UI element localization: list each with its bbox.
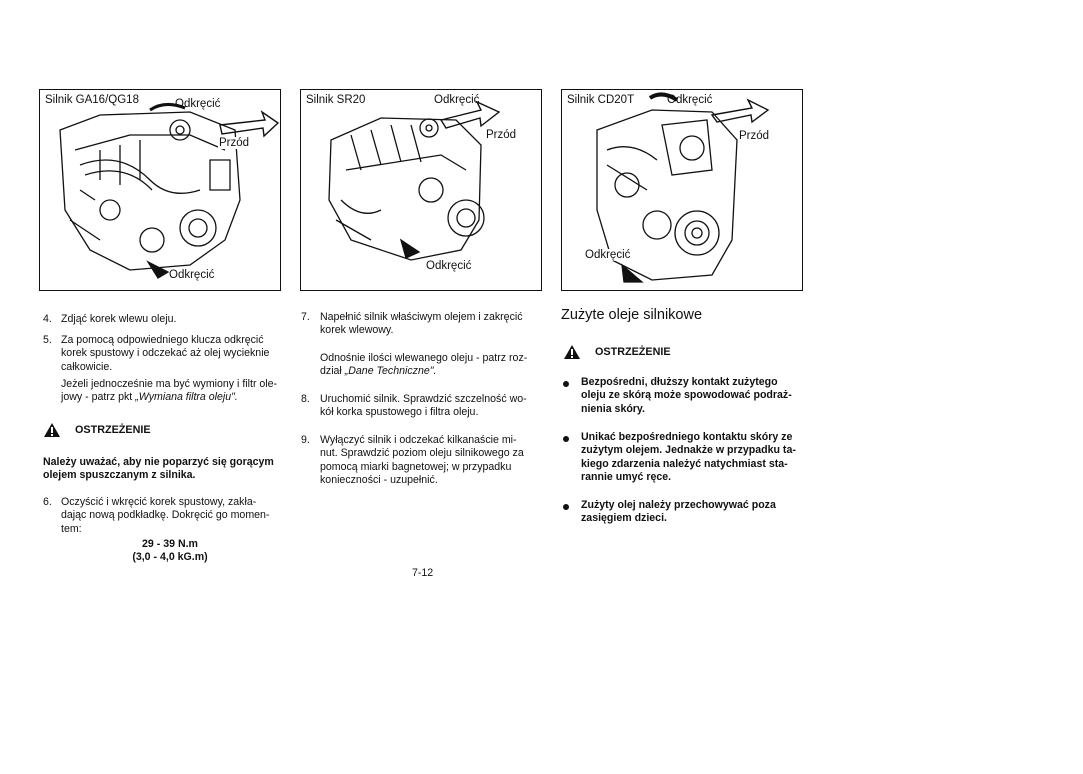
engine-label: Silnik SR20 bbox=[306, 94, 366, 106]
line: dając nową podkładkę. Dokręcić go momen- bbox=[61, 509, 270, 522]
warning-label: OSTRZEŻENIE bbox=[595, 346, 671, 358]
step-9-number: 9. bbox=[301, 434, 310, 446]
front-label: Przód bbox=[486, 129, 517, 141]
line: całkowicie. bbox=[61, 360, 113, 373]
step-7-text bbox=[320, 311, 523, 338]
torque-nm: 29 - 39 N.m bbox=[142, 538, 198, 550]
unscrew-bottom-label: Odkręcić bbox=[169, 269, 215, 281]
bullet-2 bbox=[563, 436, 569, 442]
warning-icon bbox=[43, 422, 61, 438]
warning-heading bbox=[563, 344, 671, 360]
bullet-1-text bbox=[581, 376, 792, 416]
step-4-number: 4. bbox=[43, 313, 52, 325]
line: olejem spuszczanym z silnika. bbox=[43, 469, 196, 482]
torque-values bbox=[100, 538, 240, 565]
line: pomocą miarki bagnetowej; w przypadku bbox=[320, 460, 512, 473]
bullet-2-text bbox=[581, 431, 796, 485]
line bbox=[61, 391, 277, 404]
line: Jeżeli jednocześnie ma być wymiony i filtr ole- bbox=[61, 378, 278, 390]
warning-icon bbox=[563, 344, 581, 360]
line: nienia skóry. bbox=[581, 402, 645, 415]
warning-label: OSTRZEŻENIE bbox=[75, 424, 151, 436]
step-5-text bbox=[61, 334, 269, 374]
torque-kgm: (3,0 - 4,0 kG.m) bbox=[132, 551, 208, 564]
step-6-number: 6. bbox=[43, 496, 52, 508]
line: konieczności - uzupełnić. bbox=[320, 474, 438, 487]
line: Unikać bezpośredniego kontaktu skóry ze bbox=[581, 431, 793, 443]
engine-sr20-drawing bbox=[301, 90, 541, 290]
step-7-note bbox=[320, 352, 527, 379]
figure-engine-sr20 bbox=[300, 89, 542, 291]
line: zużytym olejem. Jednakże w przypadku ta- bbox=[581, 444, 796, 457]
engine-label: Silnik CD20T bbox=[567, 94, 635, 106]
step-5-number: 5. bbox=[43, 334, 52, 346]
bullet-1 bbox=[563, 381, 569, 387]
text: jowy - patrz pkt bbox=[61, 391, 136, 404]
line: Za pomocą odpowiedniego klucza odkręcić bbox=[61, 334, 264, 346]
figure-engine-cd20t bbox=[561, 89, 803, 291]
front-label: Przód bbox=[219, 137, 250, 149]
reference: „Wymiana filtra oleju". bbox=[135, 391, 238, 404]
line: Należy uważać, aby nie poparzyć się gorącym bbox=[43, 456, 274, 468]
engine-label: Silnik GA16/QG18 bbox=[45, 94, 139, 106]
line: oleju ze skórą może spowodować podraż- bbox=[581, 389, 792, 402]
bullet-3-text bbox=[581, 499, 776, 526]
line: rannie umyć ręce. bbox=[581, 471, 672, 484]
reference: „Dane Techniczne". bbox=[344, 365, 437, 378]
front-label: Przód bbox=[739, 130, 770, 142]
line: kół korka spustowego i filtra oleju. bbox=[320, 406, 479, 419]
unscrew-bottom-label: Odkręcić bbox=[426, 260, 472, 272]
step-6-text bbox=[61, 496, 269, 536]
bullet-3 bbox=[563, 504, 569, 510]
step-8-text bbox=[320, 393, 527, 420]
line bbox=[320, 365, 527, 378]
line: Zużyty olej należy przechowywać poza bbox=[581, 499, 776, 511]
unscrew-bottom-label: Odkręcić bbox=[585, 249, 631, 261]
unscrew-top-label: Odkręcić bbox=[667, 94, 713, 106]
warning-heading bbox=[43, 422, 151, 438]
line: Odnośnie ilości wlewanego oleju - patrz roz- bbox=[320, 352, 528, 364]
step-7-number: 7. bbox=[301, 311, 310, 323]
unscrew-top-label: Odkręcić bbox=[175, 98, 221, 110]
line: Napełnić silnik właściwym olejem i zakręcić bbox=[320, 311, 523, 323]
section-heading: Zużyte oleje silnikowe bbox=[561, 307, 703, 323]
step-8-number: 8. bbox=[301, 393, 310, 405]
text: dział bbox=[320, 365, 345, 378]
step-9-text bbox=[320, 434, 524, 488]
step-5-note bbox=[61, 378, 277, 405]
line: nut. Sprawdzić poziom oleju silnikowego za bbox=[320, 447, 524, 460]
line: kiego zdarzenia należyć natychmiast sta- bbox=[581, 457, 788, 470]
line: korek spustowy i odczekać aż olej wycieknie bbox=[61, 347, 270, 360]
page-number: 7-12 bbox=[412, 567, 434, 579]
figure-engine-ga16 bbox=[39, 89, 281, 291]
line: tem: bbox=[61, 522, 82, 535]
line: Uruchomić silnik. Sprawdzić szczelność wo- bbox=[320, 393, 527, 405]
line: Bezpośredni, dłuższy kontakt zużytego bbox=[581, 376, 778, 388]
engine-ga16-drawing bbox=[40, 90, 280, 290]
line: zasięgiem dzieci. bbox=[581, 512, 667, 525]
line: korek wlewowy. bbox=[320, 324, 394, 337]
step-4-text: Zdjąć korek wlewu oleju. bbox=[61, 313, 177, 325]
line: Wyłączyć silnik i odczekać kilkanaście mi- bbox=[320, 434, 517, 446]
line: Oczyścić i wkręcić korek spustowy, zakła- bbox=[61, 496, 257, 508]
unscrew-top-label: Odkręcić bbox=[434, 94, 480, 106]
warning-text bbox=[43, 456, 274, 483]
